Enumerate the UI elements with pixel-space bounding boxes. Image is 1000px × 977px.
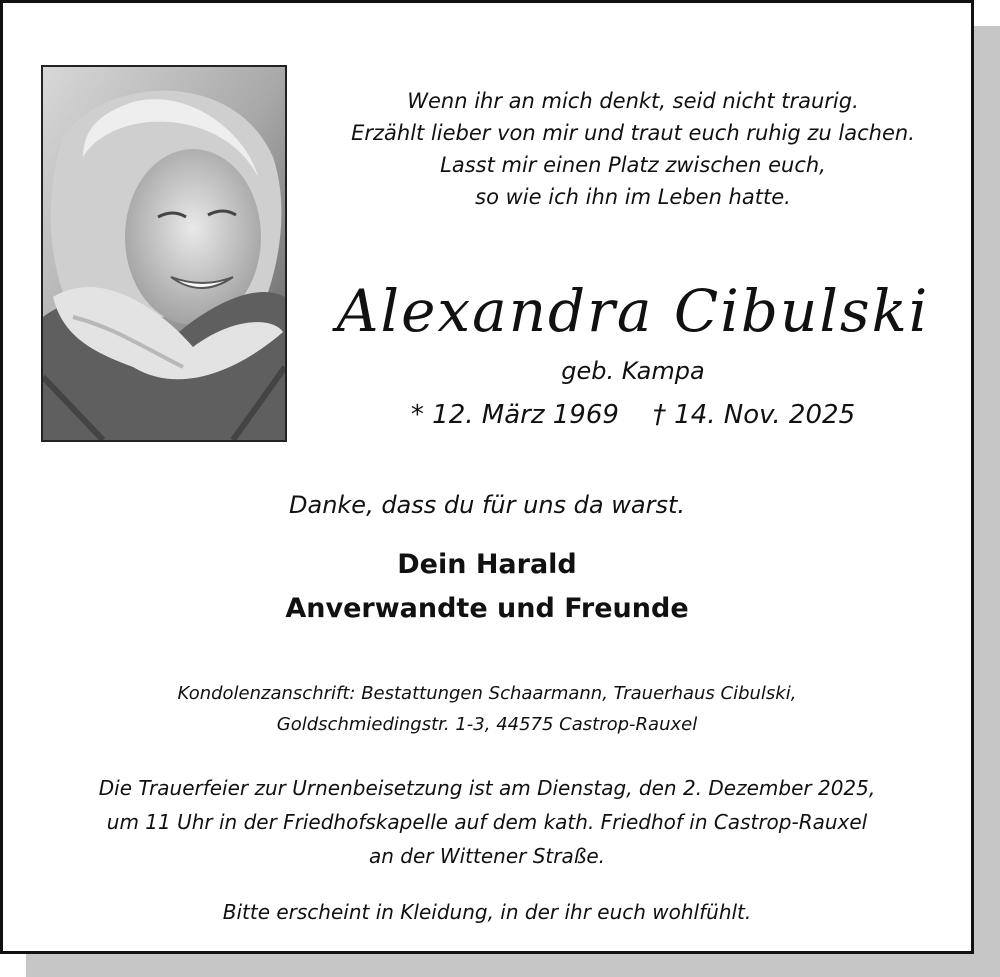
service-line: Die Trauerfeier zur Urnenbeisetzung ist am Dienstag, den 2. Dezember 2025, <box>98 776 876 800</box>
portrait-image <box>43 67 285 440</box>
address-line: Kondolenzanschrift: Bestattungen Schaarmann, Trauerhaus Cibulski, <box>177 683 797 704</box>
poem-line: Lasst mir einen Platz zwischen euch, <box>440 153 826 177</box>
service-line: um 11 Uhr in der Friedhofskapelle auf dem kath. Friedhof in Castrop-Rauxel <box>106 810 868 834</box>
condolence-address <box>3 678 971 740</box>
birth-date: * 12. März 1969 <box>410 400 619 430</box>
life-dates <box>303 395 963 435</box>
death-date: † 14. Nov. 2025 <box>652 400 856 430</box>
signature-line: Dein Harald <box>397 549 577 580</box>
poem-line: Erzählt lieber von mir und traut euch ruhig zu lachen. <box>351 121 915 145</box>
poem <box>303 85 963 213</box>
poem-line: Wenn ihr an mich denkt, seid nicht traurig. <box>407 89 859 113</box>
address-line: Goldschmiedingstr. 1-3, 44575 Castrop-Rauxel <box>276 714 698 735</box>
service-info <box>3 771 971 873</box>
dress-note: Bitte erscheint in Kleidung, in der ihr euch wohlfühlt. <box>222 900 752 924</box>
service-line: an der Wittener Straße. <box>368 844 606 868</box>
thanks-line: Danke, dass du für uns da warst. <box>289 491 685 519</box>
signature-line: Anverwandte und Freunde <box>285 593 689 624</box>
signatures <box>3 543 971 631</box>
poem-line: so wie ich ihn im Leben hatte. <box>475 185 791 209</box>
portrait-photo <box>41 65 287 442</box>
deceased-name: Alexandra Cibulski <box>336 277 930 345</box>
maiden-name: geb. Kampa <box>561 357 705 385</box>
